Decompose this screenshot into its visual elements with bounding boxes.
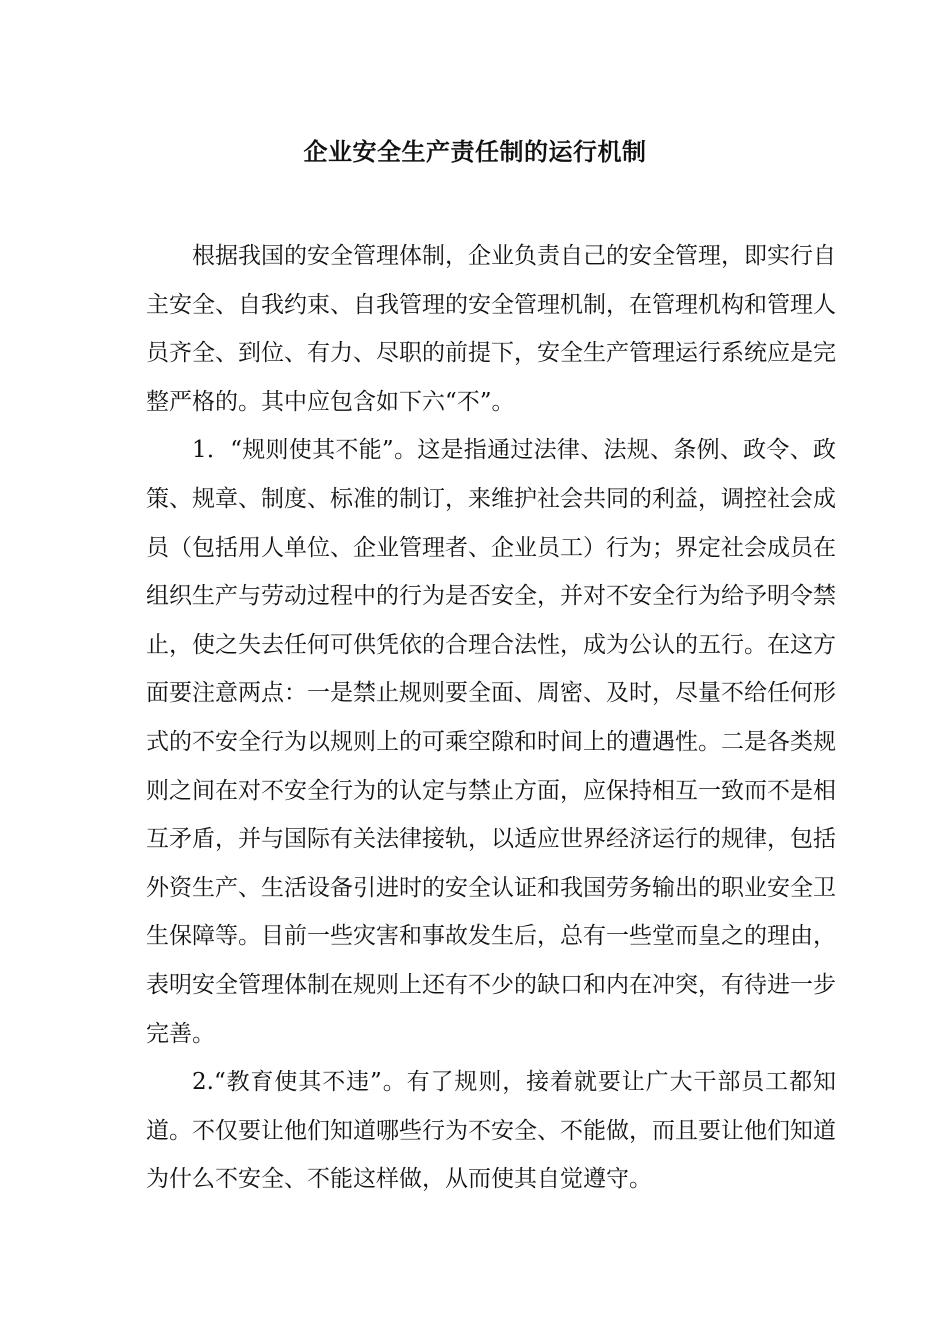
paragraph-item-2: 2.“教育使其不违”。有了规则，接着就要让广大干部员工都知道。不仅要让他们知道哪些行为不安全、不能做，而且要让他们知道为什么不安全、不能这样做，从而使其自觉遵守。 (146, 1069, 836, 1193)
paragraph-item-1: 1．“规则使其不能”。这是指通过法律、法规、条例、政令、政策、规章、制度、标准的制订，来维护社会共同的利益，调控社会成员（包括用人单位、企业管理者、企业员工）行为；界定社会成员在组织生产与劳动过程中的行为是否安全，并对不安全行为给予明令禁止，使之失去任何可供凭依的合理合法性，成为公认的五行。在这方面要注意两点：一是禁止规则要全面、周密、及时，尽量不给任何形式的不安全行为以规则上的可乘空隙和时间上的遭遇性。二是各类规则之间在对不安全行为的认定与禁止方面，应保持相互一致而不是相互矛盾，并与国际有关法律接轨，以适应世界经济运行的规律，包括外资生产、生活设备引进时的安全认证和我国劳务输出的职业安全卫生保障等。目前一些灾害和事故发生后，总有一些堂而皇之的理由，表明安全管理体制在规则上还有不少的缺口和内在冲突，有待进一步完善。 (146, 437, 836, 1047)
paragraph-intro: 根据我国的安全管理体制，企业负责自己的安全管理，即实行自主安全、自我约束、自我管理的安全管理机制，在管理机构和管理人员齐全、到位、有力、尽职的前提下，安全生产管理运行系统应是完整严格的。其中应包含如下六“不”。 (146, 243, 836, 415)
document-title: 企业安全生产责任制的运行机制 (303, 137, 647, 166)
document-body (146, 232, 836, 1204)
